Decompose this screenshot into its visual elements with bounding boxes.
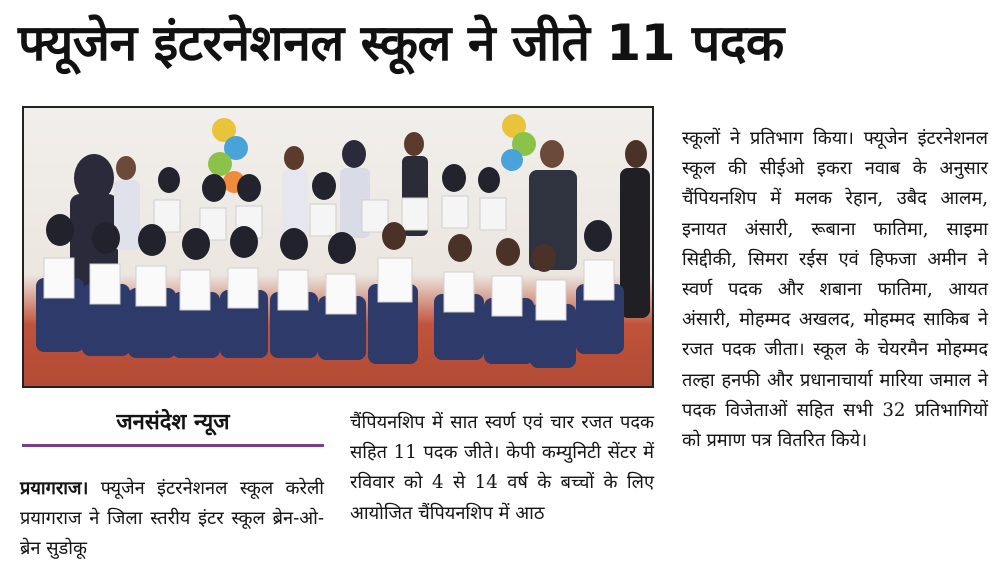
headline: फ्यूजेन इंटरनेशनल स्कूल ने जीते 11 पदक [18, 14, 784, 72]
balloon-decoration-right [501, 114, 536, 171]
middle-row-students [154, 164, 506, 240]
article-column-1 [20, 474, 324, 565]
column-2-text: चैंपियनशिप में सात स्वर्ण एवं चार रजत पदक सहित 11 पदक जीते। केपी कम्युनिटी सेंटर में रविवार को 4 से 14 वर्ष के बच्चों के लिए आयोजित चैंपियनशिप में आठ [350, 412, 654, 524]
column-1-paragraph [20, 474, 324, 565]
byline: जनसंदेश न्यूज [116, 410, 230, 435]
article-column-2 [350, 408, 654, 529]
column-3-text: स्कूलों ने प्रतिभाग किया। फ्यूजेन इंटरनेशनल स्कूल की सीईओ इकरा नवाब के अनुसार चैंपियनशिप में मलक रेहान, उबैद आलम, इनायत अंसारी, रूबाना फातिमा, साइमा सिद्दीकी, सिमरा रईस एवं हिफजा अमीन ने स्वर्ण पदक और शबाना फातिमा, आयत अंसारी, मोहम्मद अखलद, मोहम्मद साकिब ने रजत पदक जीता। स्कूल के चेयरमैन मोहम्मद तल्हा हनफी और प्रधानाचार्या मारिया जमाल ने पदक विजेताओं सहित सभी 32 प्रतिभागियों को प्रमाण पत्र वितरित किये। [682, 128, 988, 452]
byline-box [22, 402, 324, 447]
article-column-3 [682, 124, 988, 456]
group-photo-illustration [24, 108, 652, 386]
dateline: प्रयागराज। [20, 478, 89, 499]
group-photo [22, 106, 654, 388]
column-1-text: फ्यूजेन इंटरनेशनल स्कूल करेली प्रयागराज ने जिला स्तरीय इंटर स्कूल ब्रेन-ओ-ब्रेन सुडोकू [20, 478, 324, 560]
